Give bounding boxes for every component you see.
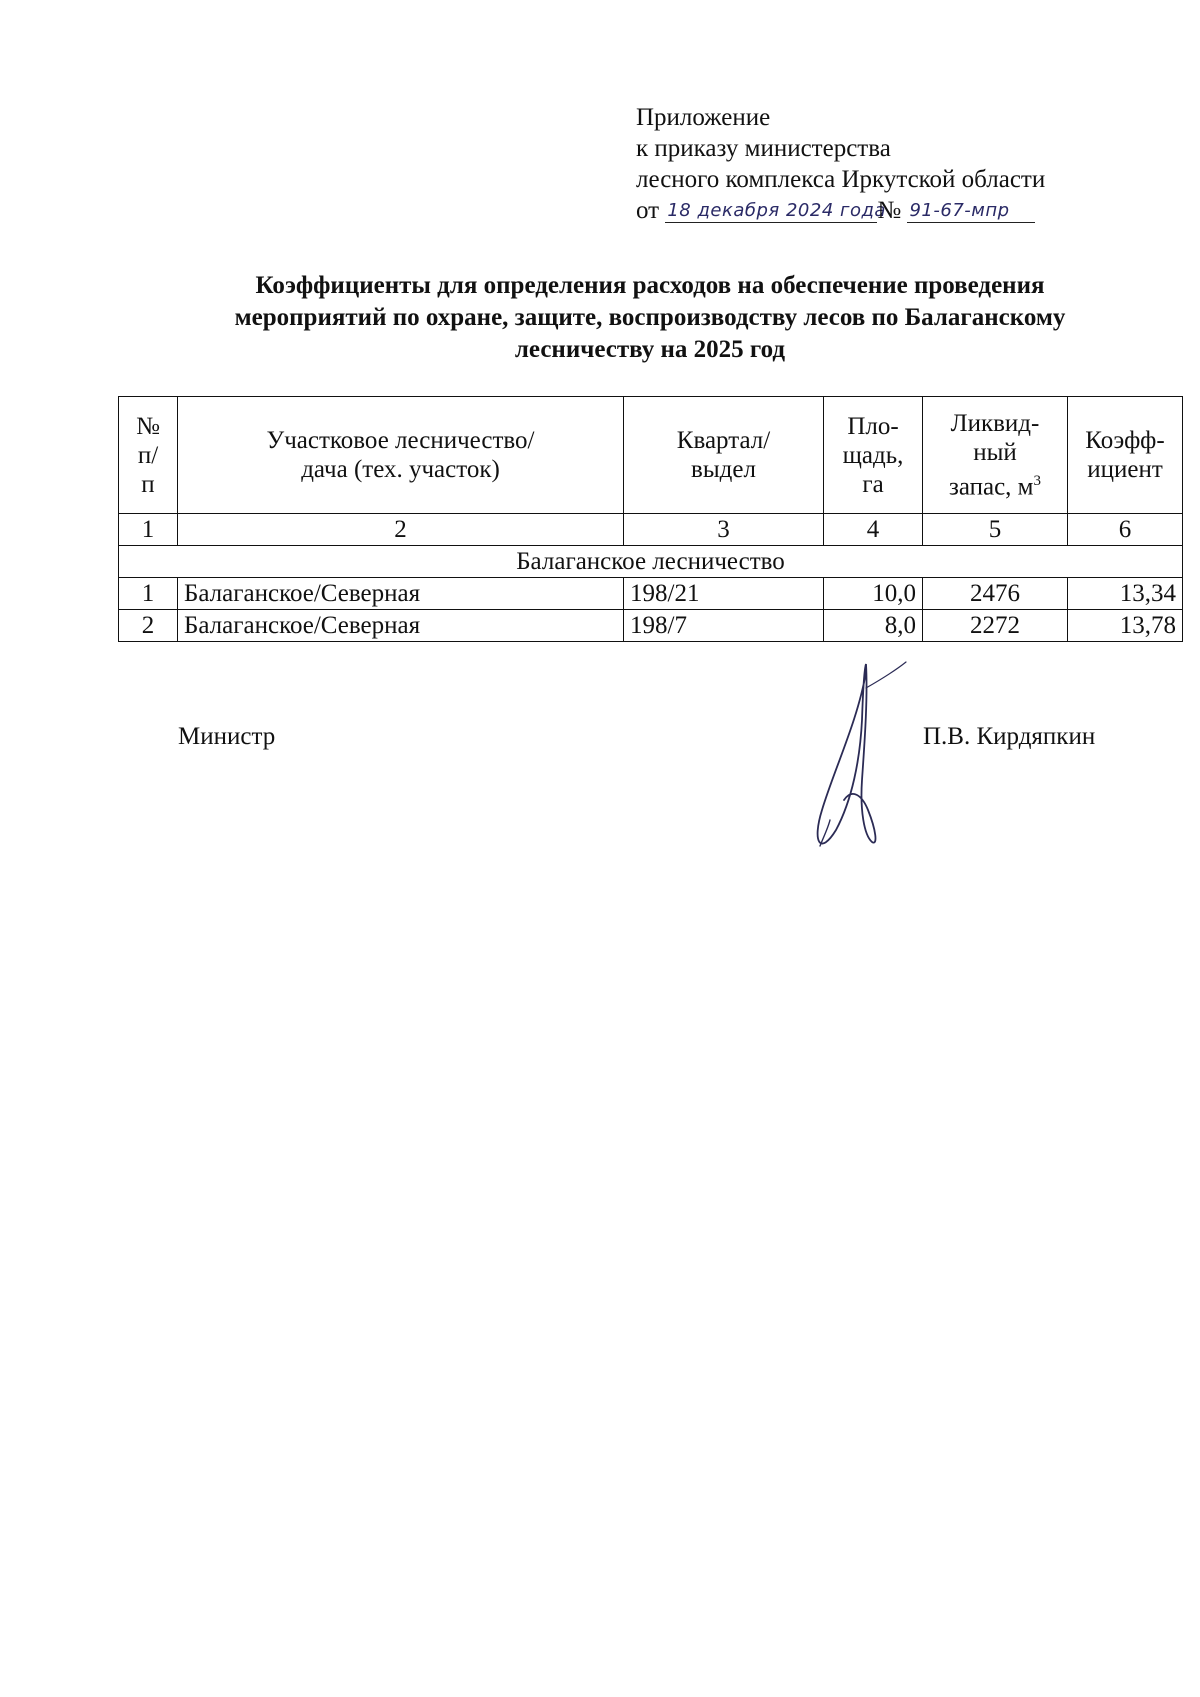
appendix-line: к приказу министерства (636, 135, 891, 162)
column-number: 6 (1068, 514, 1183, 546)
table-header-row (119, 397, 1183, 514)
order-number-handwritten: 91-67-мпр (907, 200, 1035, 223)
column-number: 2 (178, 514, 624, 546)
appendix-line: лесного комплекса Иркутской области (636, 166, 1046, 193)
cell-stock: 2272 (923, 610, 1068, 642)
cell-number: 2 (119, 610, 178, 642)
coefficients-table (118, 396, 1183, 642)
cell-block: 198/21 (624, 578, 824, 610)
header-coefficient: Коэфф- ициент (1068, 397, 1183, 514)
table-row (119, 578, 1183, 610)
header-number: № п/ п (119, 397, 178, 514)
cell-forestry: Балаганское/Северная (178, 578, 624, 610)
appendix-block (636, 102, 1045, 226)
order-date-handwritten: 18 декабря 2024 года (667, 200, 886, 221)
cell-area: 10,0 (824, 578, 923, 610)
section-row (119, 546, 1183, 578)
column-number-row (119, 514, 1183, 546)
number-prefix: № (877, 197, 902, 224)
cell-number: 1 (119, 578, 178, 610)
title-line: мероприятий по охране, защите, воспроизводству лесов по Балаганскому (234, 304, 1066, 331)
cell-forestry: Балаганское/Северная (178, 610, 624, 642)
header-block: Квартал/ выдел (624, 397, 824, 514)
cell-coefficient: 13,78 (1068, 610, 1183, 642)
section-title: Балаганское лесничество (119, 546, 1183, 578)
document-title (120, 270, 1180, 366)
cell-area: 8,0 (824, 610, 923, 642)
order-date-number-line (636, 195, 1045, 226)
header-area: Пло- щадь, га (824, 397, 923, 514)
cell-stock: 2476 (923, 578, 1068, 610)
column-number: 1 (119, 514, 178, 546)
header-stock: Ликвид- ный запас, $м^3$ (923, 397, 1068, 514)
date-prefix: от (636, 197, 660, 224)
cell-coefficient: 13,34 (1068, 578, 1183, 610)
column-number: 5 (923, 514, 1068, 546)
header-forestry: Участковое лесничество/ дача (тех. участок) (178, 397, 624, 514)
cell-block: 198/7 (624, 610, 824, 642)
handwritten-signature (800, 660, 910, 860)
table-row (119, 610, 1183, 642)
column-number: 3 (624, 514, 824, 546)
minister-name: П.В. Кирдяпкин (923, 723, 1096, 750)
minister-position: Министр (178, 723, 276, 750)
appendix-line: Приложение (636, 104, 771, 131)
title-line: лесничеству на 2025 год (514, 336, 786, 363)
column-number: 4 (824, 514, 923, 546)
title-line: Коэффициенты для определения расходов на обеспечение проведения (255, 272, 1045, 299)
